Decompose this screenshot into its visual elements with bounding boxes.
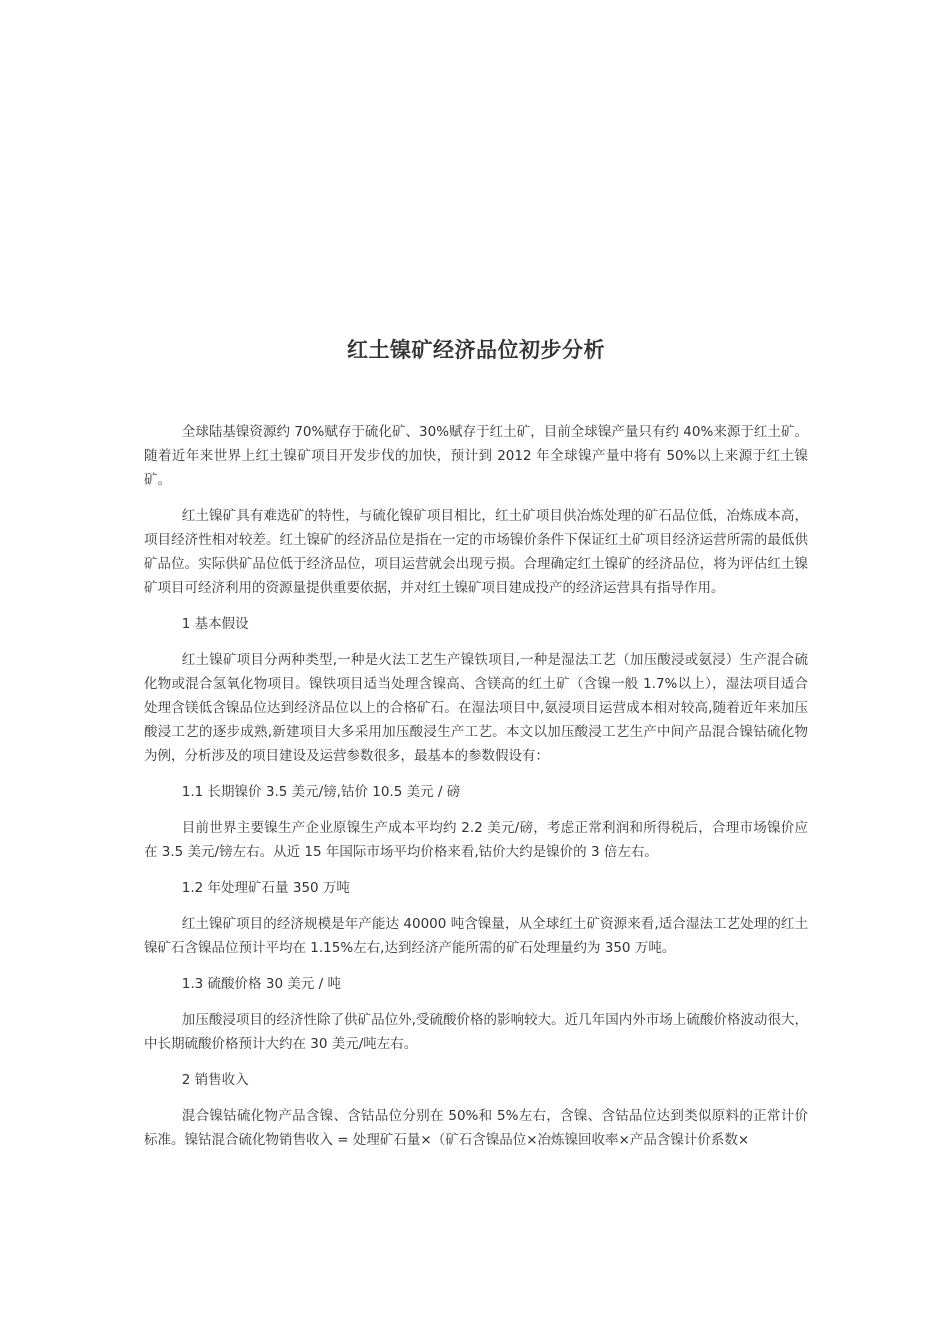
section-heading-basic-assumptions: 1 基本假设 [181,616,249,632]
paragraph-acid-price: 加压酸浸项目的经济性除了供矿品位外,受硫酸价格的影响较大。近几年国内外市场上硫酸价格波动很大，中长期硫酸价格预计大约在 30 美元/吨左右。 [144,1012,808,1052]
subheading-nickel-price: 1.1 长期镍价 3.5 美元/镑,钴价 10.5 美元 / 磅 [181,784,461,800]
subheading-ore-throughput: 1.2 年处理矿石量 350 万吨 [181,880,350,896]
paragraph-project-types: 红土镍矿项目分两种类型,一种是火法工艺生产镍铁项目,一种是湿法工艺（加压酸浸或氨浸）生产混合硫化物或混合氢氧化物项目。镍铁项目适当处理含镍高、含镁高的红土矿（含镍一般 1.7%以上），湿法项目适合处理含镁低含镍品位达到经济品位以上的合格矿石。在湿法项目中,氨浸项目运营成本相对较高,随着近年来加压酸浸工艺的逐步成熟,新建项目大多采用加压酸浸生产工艺。本文以加压酸浸工艺生产中间产品混合镍钴硫化物为例，分析涉及的项目建设及运营参数很多，最基本的参数假设有： [144,652,808,764]
document-title: 红土镍矿经济品位初步分析 [347,338,605,362]
paragraph-economic-scale: 红土镍矿项目的经济规模是年产能达 40000 吨含镍量，从全球红土矿资源来看,适合湿法工艺处理的红土镍矿石含镍品位预计平均在 1.15%左右,达到经济产能所需的矿石处理量约为 350 万吨。 [144,916,808,956]
paragraph-nickel-cost: 目前世界主要镍生产企业原镍生产成本平均约 2.2 美元/磅，考虑正常利润和所得税后，合理市场镍价应在 3.5 美元/镑左右。从近 15 年国际市场平均价格来看,钴价大约是镍价的 3 倍左右。 [144,820,808,860]
paragraph-intro: 全球陆基镍资源约 70%赋存于硫化矿、30%赋存于红土矿，目前全球镍产量只有约 40%来源于红土矿。随着近年来世界上红土镍矿项目开发步伐的加快，预计到 2012 年全球镍产量中将有 50%以上来源于红土镍矿。 [144,424,808,488]
paragraph-economic-grade: 红土镍矿具有难选矿的特性，与硫化镍矿项目相比，红土矿项目供冶炼处理的矿石品位低，冶炼成本高，项目经济性相对较差。红土镍矿的经济品位是指在一定的市场镍价条件下保证红土矿项目经济运营所需的最低供矿品位。实际供矿品位低于经济品位，项目运营就会出现亏损。合理确定红土镍矿的经济品位，将为评估红土镍矿项目可经济利用的资源量提供重要依据，并对红土镍矿项目建成投产的经济运营具有指导作用。 [144,508,808,596]
section-heading-sales-revenue: 2 销售收入 [181,1072,249,1088]
paragraph-sales-revenue: 混合镍钴硫化物产品含镍、含钴品位分别在 50%和 5%左右，含镍、含钴品位达到类似原料的正常计价标准。镍钴混合硫化物销售收入 = 处理矿石量×（矿石含镍品位×冶炼镍回收率×产品含镍计价系数× [144,1108,808,1148]
document-body [144,420,808,1164]
subheading-sulfuric-acid-price: 1.3 硫酸价格 30 美元 / 吨 [181,976,341,992]
